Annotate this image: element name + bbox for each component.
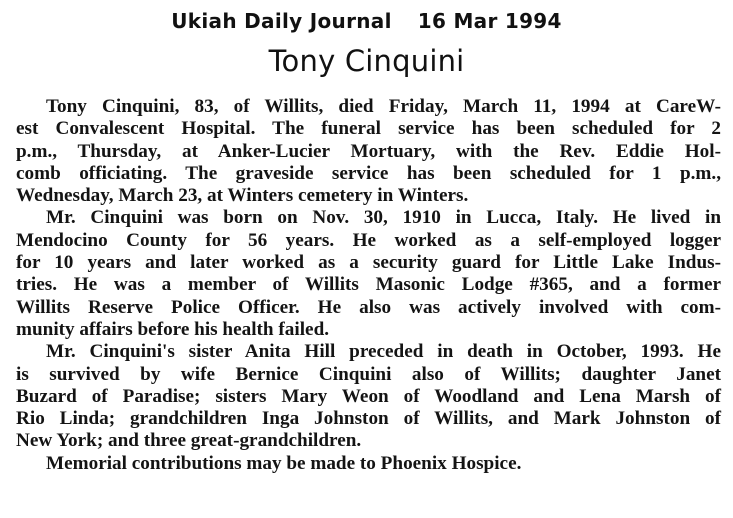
text-line: New York; and three great-grandchildren. — [16, 430, 362, 452]
text-line: Willits Reserve Police Officer. He also was actively involved with com- — [16, 296, 721, 318]
publication-header — [0, 9, 733, 33]
text-line: Buzard of Paradise; sisters Mary Weon of Woodland and Lena Marsh of — [16, 385, 721, 407]
text-line: is survived by wife Bernice Cinquini also of Willits; daughter Janet — [16, 363, 721, 385]
text-line: Memorial contributions may be made to Phoenix Hospice. — [46, 452, 522, 474]
text-line: munity affairs before his health failed. — [16, 318, 330, 340]
text-line: Mr. Cinquini was born on Nov. 30, 1910 in Lucca, Italy. He lived in — [46, 207, 721, 229]
text-line: Mendocino County for 56 years. He worked as a self-employed logger — [16, 229, 721, 251]
obituary-body — [16, 96, 721, 475]
text-line: Mr. Cinquini's sister Anita Hill preceded in death in October, 1993. He — [46, 341, 721, 363]
text-line: p.m., Thursday, at Anker-Lucier Mortuary, with the Rev. Eddie Hol- — [16, 140, 721, 162]
text-line: for 10 years and later worked as a security guard for Little Lake Indus- — [16, 252, 721, 274]
text-line: Wednesday, March 23, at Winters cemetery in Winters. — [16, 185, 469, 207]
text-line: tries. He was a member of Willits Masonic Lodge #365, and a former — [16, 274, 721, 296]
text-line: comb officiating. The graveside service has been scheduled for 1 p.m., — [16, 162, 721, 184]
obituary-title: Tony Cinquini — [268, 44, 465, 78]
text-line: Rio Linda; grandchildren Inga Johnston of Willits, and Mark Johnston of — [16, 408, 721, 430]
publication-date: 16 Mar 1994 — [417, 9, 562, 33]
text-line: est Convalescent Hospital. The funeral service has been scheduled for 2 — [16, 118, 721, 140]
text-line: Tony Cinquini, 83, of Willits, died Friday, March 11, 1994 at CareW- — [46, 96, 721, 117]
publication-name: Ukiah Daily Journal — [171, 9, 392, 33]
